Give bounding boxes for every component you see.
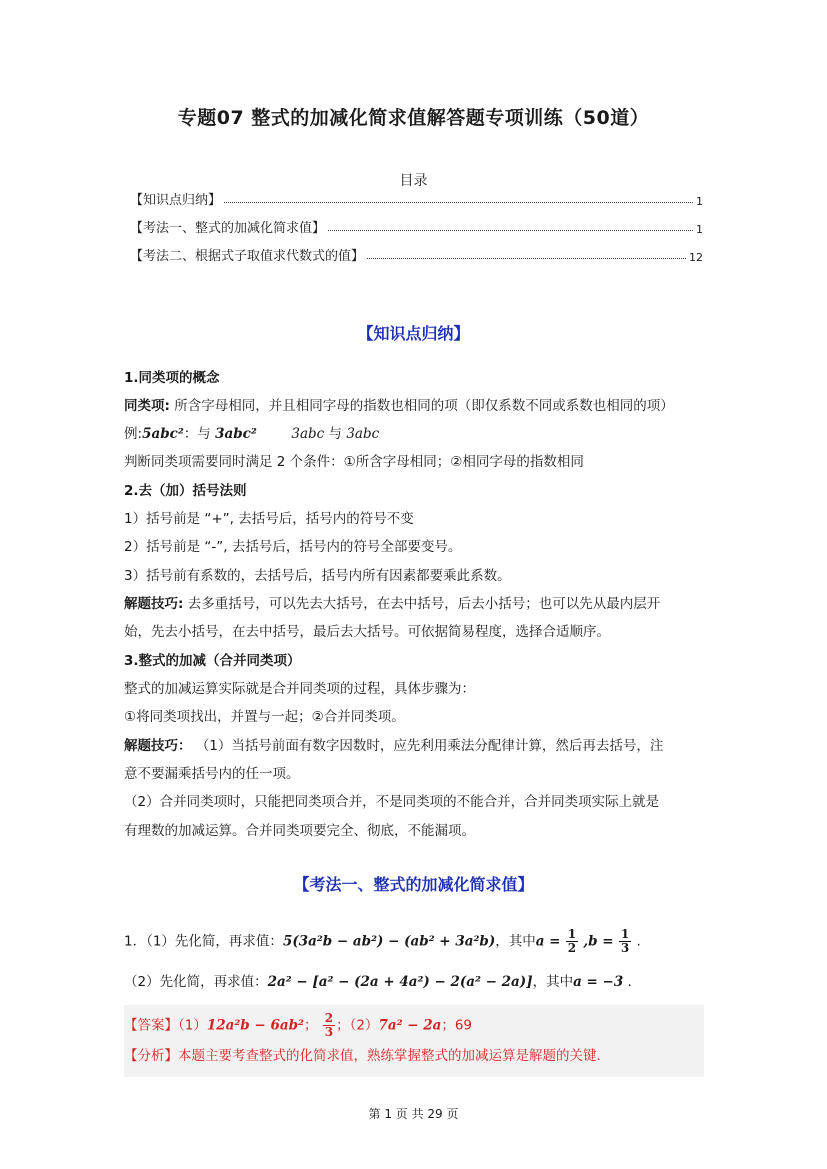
toc-item-page: 1 [696, 195, 703, 208]
variable-a: a = [535, 933, 561, 950]
problem-expression: 2a² − [a² − (2a + 4a²) − 2(a² − 2a)] [267, 974, 533, 990]
condition-line: 判断同类项需要同时满足 2 个条件：①所含字母相同；②相同字母的指数相同 [124, 454, 584, 470]
example-term: 3abc [291, 426, 325, 442]
variable-b: ,b = [583, 933, 614, 950]
answer-label: 【答案】 [124, 1017, 178, 1034]
subsection-title: 2.去（加）括号法则 [124, 483, 247, 499]
toc-heading: 目录 [399, 173, 428, 189]
toc-item-label: 【考法二、根据式子取值求代数式的值】 [130, 249, 365, 264]
problem-part-1: 1．（1）先化简，再求值：5(3a²b − ab²) − (ab² + 3a²b)，其中a = $\frac{1}{2}$ ,b = $\frac{1}{3}$ . [124, 927, 641, 955]
tip-text: 去多重括号，可以先去大括号，在去中括号，后去小括号；也可以先从最内层开 [187, 596, 661, 612]
problem-prefix: （2）先化简，再求值： [124, 974, 268, 990]
tip-line: 意不要漏乘括号内的任一项。 [124, 766, 300, 782]
variable-value: a = −3 [573, 974, 624, 990]
toc-item-label: 【考法一、整式的加减化简求值】 [130, 221, 326, 236]
toc-item[interactable] [130, 188, 703, 208]
subsection-title: 1.同类项的概念 [124, 370, 220, 386]
tip-label: 解题技巧： [124, 738, 192, 754]
toc-item[interactable] [130, 244, 703, 264]
answer-part-label: （2） [349, 1017, 379, 1034]
analysis-text: 本题主要考查整式的化简求值，熟练掌握整式的加减运算是解题的关键． [178, 1048, 610, 1064]
toc-leader [367, 258, 686, 259]
tip-line [124, 594, 660, 614]
rule-line: 1）括号前是 “+”, 去括号后，括号内的符号不变 [124, 511, 414, 527]
problem-condition: ，其中 [532, 974, 574, 990]
answer-expression: 12a²b − 6ab² [206, 1017, 304, 1034]
tip-line: （2）合并同类项时，只能把同类项合并，不是同类项的不能合并，合并同类项实际上就是 [124, 794, 660, 810]
toc-item-page: 12 [689, 251, 703, 264]
toc-leader [224, 202, 693, 203]
problem-expression: 5(3a²b − ab²) − (ab² + 3a²b) [282, 933, 496, 950]
problem-prefix: 1．（1）先化简，再求值： [124, 933, 283, 950]
page-footer: 第 1 页 共 29 页 [368, 1107, 459, 1121]
subsection-title: 3.整式的加减（合并同类项） [124, 653, 301, 669]
analysis-label: 【分析】 [124, 1048, 178, 1064]
tip-label: 解题技巧: [124, 596, 184, 612]
toc-item-label: 【知识点归纳】 [130, 193, 222, 208]
answer-separator: ； [441, 1017, 455, 1034]
body-line: ①将同类项找出，并置与一起；②合并同类项。 [124, 709, 405, 725]
example-connector: 与 [328, 426, 343, 442]
definition-line [124, 396, 674, 416]
example-term: 3abc² [215, 426, 257, 442]
answer-separator: ； [336, 1017, 350, 1034]
answer-line [124, 1012, 472, 1039]
tip-line [124, 736, 663, 756]
tip-text: （1）当括号前面有数字因数时，应先利用乘法分配律计算，然后再去括号，注 [195, 738, 664, 754]
tip-line: 有理数的加减运算。合并同类项要完全、彻底，不能漏项。 [124, 823, 475, 839]
definition-text: 所含字母相同，并且相同字母的指数也相同的项（即仅系数不同或系数也相同的项） [174, 398, 674, 414]
toc-item[interactable] [130, 216, 703, 236]
example-connector: ：与 [183, 426, 211, 442]
example-prefix: 例: [124, 426, 143, 442]
body-line: 整式的加减运算实际就是合并同类项的过程，具体步骤为： [124, 681, 475, 697]
example-line [124, 424, 379, 444]
definition-term: 同类项: [124, 398, 170, 414]
fraction-b: $\frac{1}{3}$ [620, 927, 630, 955]
answer-value: 69 [454, 1017, 473, 1034]
example-term: 3abc [346, 426, 380, 442]
section-heading-knowledge: 【知识点归纳】 [357, 324, 470, 343]
answer-expression: 7a² − 2a [378, 1017, 442, 1034]
problem-condition: ，其中 [495, 933, 536, 950]
rule-line: 2）括号前是 “-”, 去括号后，括号内的符号全部要变号。 [124, 539, 462, 555]
fraction-a: $\frac{1}{2}$ [567, 927, 577, 955]
problem-part-2: （2）先化简，再求值：2a² − [a² − (2a + 4a²) − 2(a² − 2a)]，其中a = −3 . [124, 974, 632, 990]
analysis-line [124, 1046, 610, 1066]
answer-fraction: $\frac{2}{3}$ [324, 1011, 334, 1039]
rule-line: 3）括号前有系数的，去括号后，括号内所有因素都要乘此系数。 [124, 568, 511, 584]
section-heading-method1: 【考法一、整式的加减化简求值】 [293, 875, 534, 894]
answer-part-label: （1） [178, 1017, 207, 1034]
page-title: 专题07 整式的加减化简求值解答题专项训练（50道） [177, 107, 650, 129]
example-term: 5abc² [142, 426, 184, 442]
toc-leader [328, 230, 693, 231]
toc-item-page: 1 [696, 223, 703, 236]
tip-line: 始，先去小括号，在去中括号，最后去大括号。可依据简易程度，选择合适顺序。 [124, 624, 610, 640]
answer-separator: ； [303, 1017, 318, 1034]
